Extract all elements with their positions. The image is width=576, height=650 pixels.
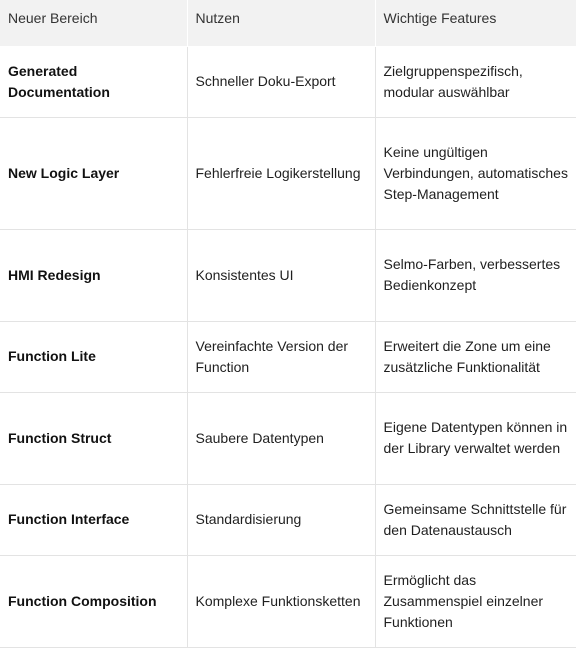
cell-area: Function Interface (0, 484, 187, 555)
cell-benefit: Komplexe Funktionsketten (187, 555, 375, 647)
table-row (0, 555, 576, 647)
cell-benefit: Saubere Datentypen (187, 392, 375, 484)
cell-benefit: Standardisierung (187, 484, 375, 555)
cell-area: Function Lite (0, 321, 187, 392)
table-row (0, 392, 576, 484)
cell-area: HMI Redesign (0, 229, 187, 321)
cell-features: Keine ungültigen Verbindungen, automatisches Step-Management (375, 117, 576, 229)
cell-features: Gemeinsame Schnittstelle für den Datenaustausch (375, 484, 576, 555)
header-row (0, 0, 576, 46)
cell-benefit: Fehlerfreie Logikerstellung (187, 117, 375, 229)
cell-benefit: Konsistentes UI (187, 229, 375, 321)
cell-area: Generated Documentation (0, 46, 187, 117)
header-features: Wichtige Features (375, 0, 576, 46)
cell-features: Eigene Datentypen können in der Library verwaltet werden (375, 392, 576, 484)
table-row (0, 117, 576, 229)
cell-area: Function Struct (0, 392, 187, 484)
cell-features: Zielgruppenspezifisch, modular auswählbar (375, 46, 576, 117)
table-row (0, 229, 576, 321)
cell-features: Erweitert die Zone um eine zusätzliche Funktionalität (375, 321, 576, 392)
table-row (0, 46, 576, 117)
header-benefit: Nutzen (187, 0, 375, 46)
table-row (0, 321, 576, 392)
table-header (0, 0, 576, 46)
cell-features: Ermöglicht das Zusammenspiel einzelner Funktionen (375, 555, 576, 647)
cell-features: Selmo-Farben, verbessertes Bedienkonzept (375, 229, 576, 321)
table-row (0, 484, 576, 555)
cell-area: New Logic Layer (0, 117, 187, 229)
cell-area: Function Composition (0, 555, 187, 647)
header-area: Neuer Bereich (0, 0, 187, 46)
cell-benefit: Vereinfachte Version der Function (187, 321, 375, 392)
cell-benefit: Schneller Doku-Export (187, 46, 375, 117)
table-body (0, 46, 576, 647)
